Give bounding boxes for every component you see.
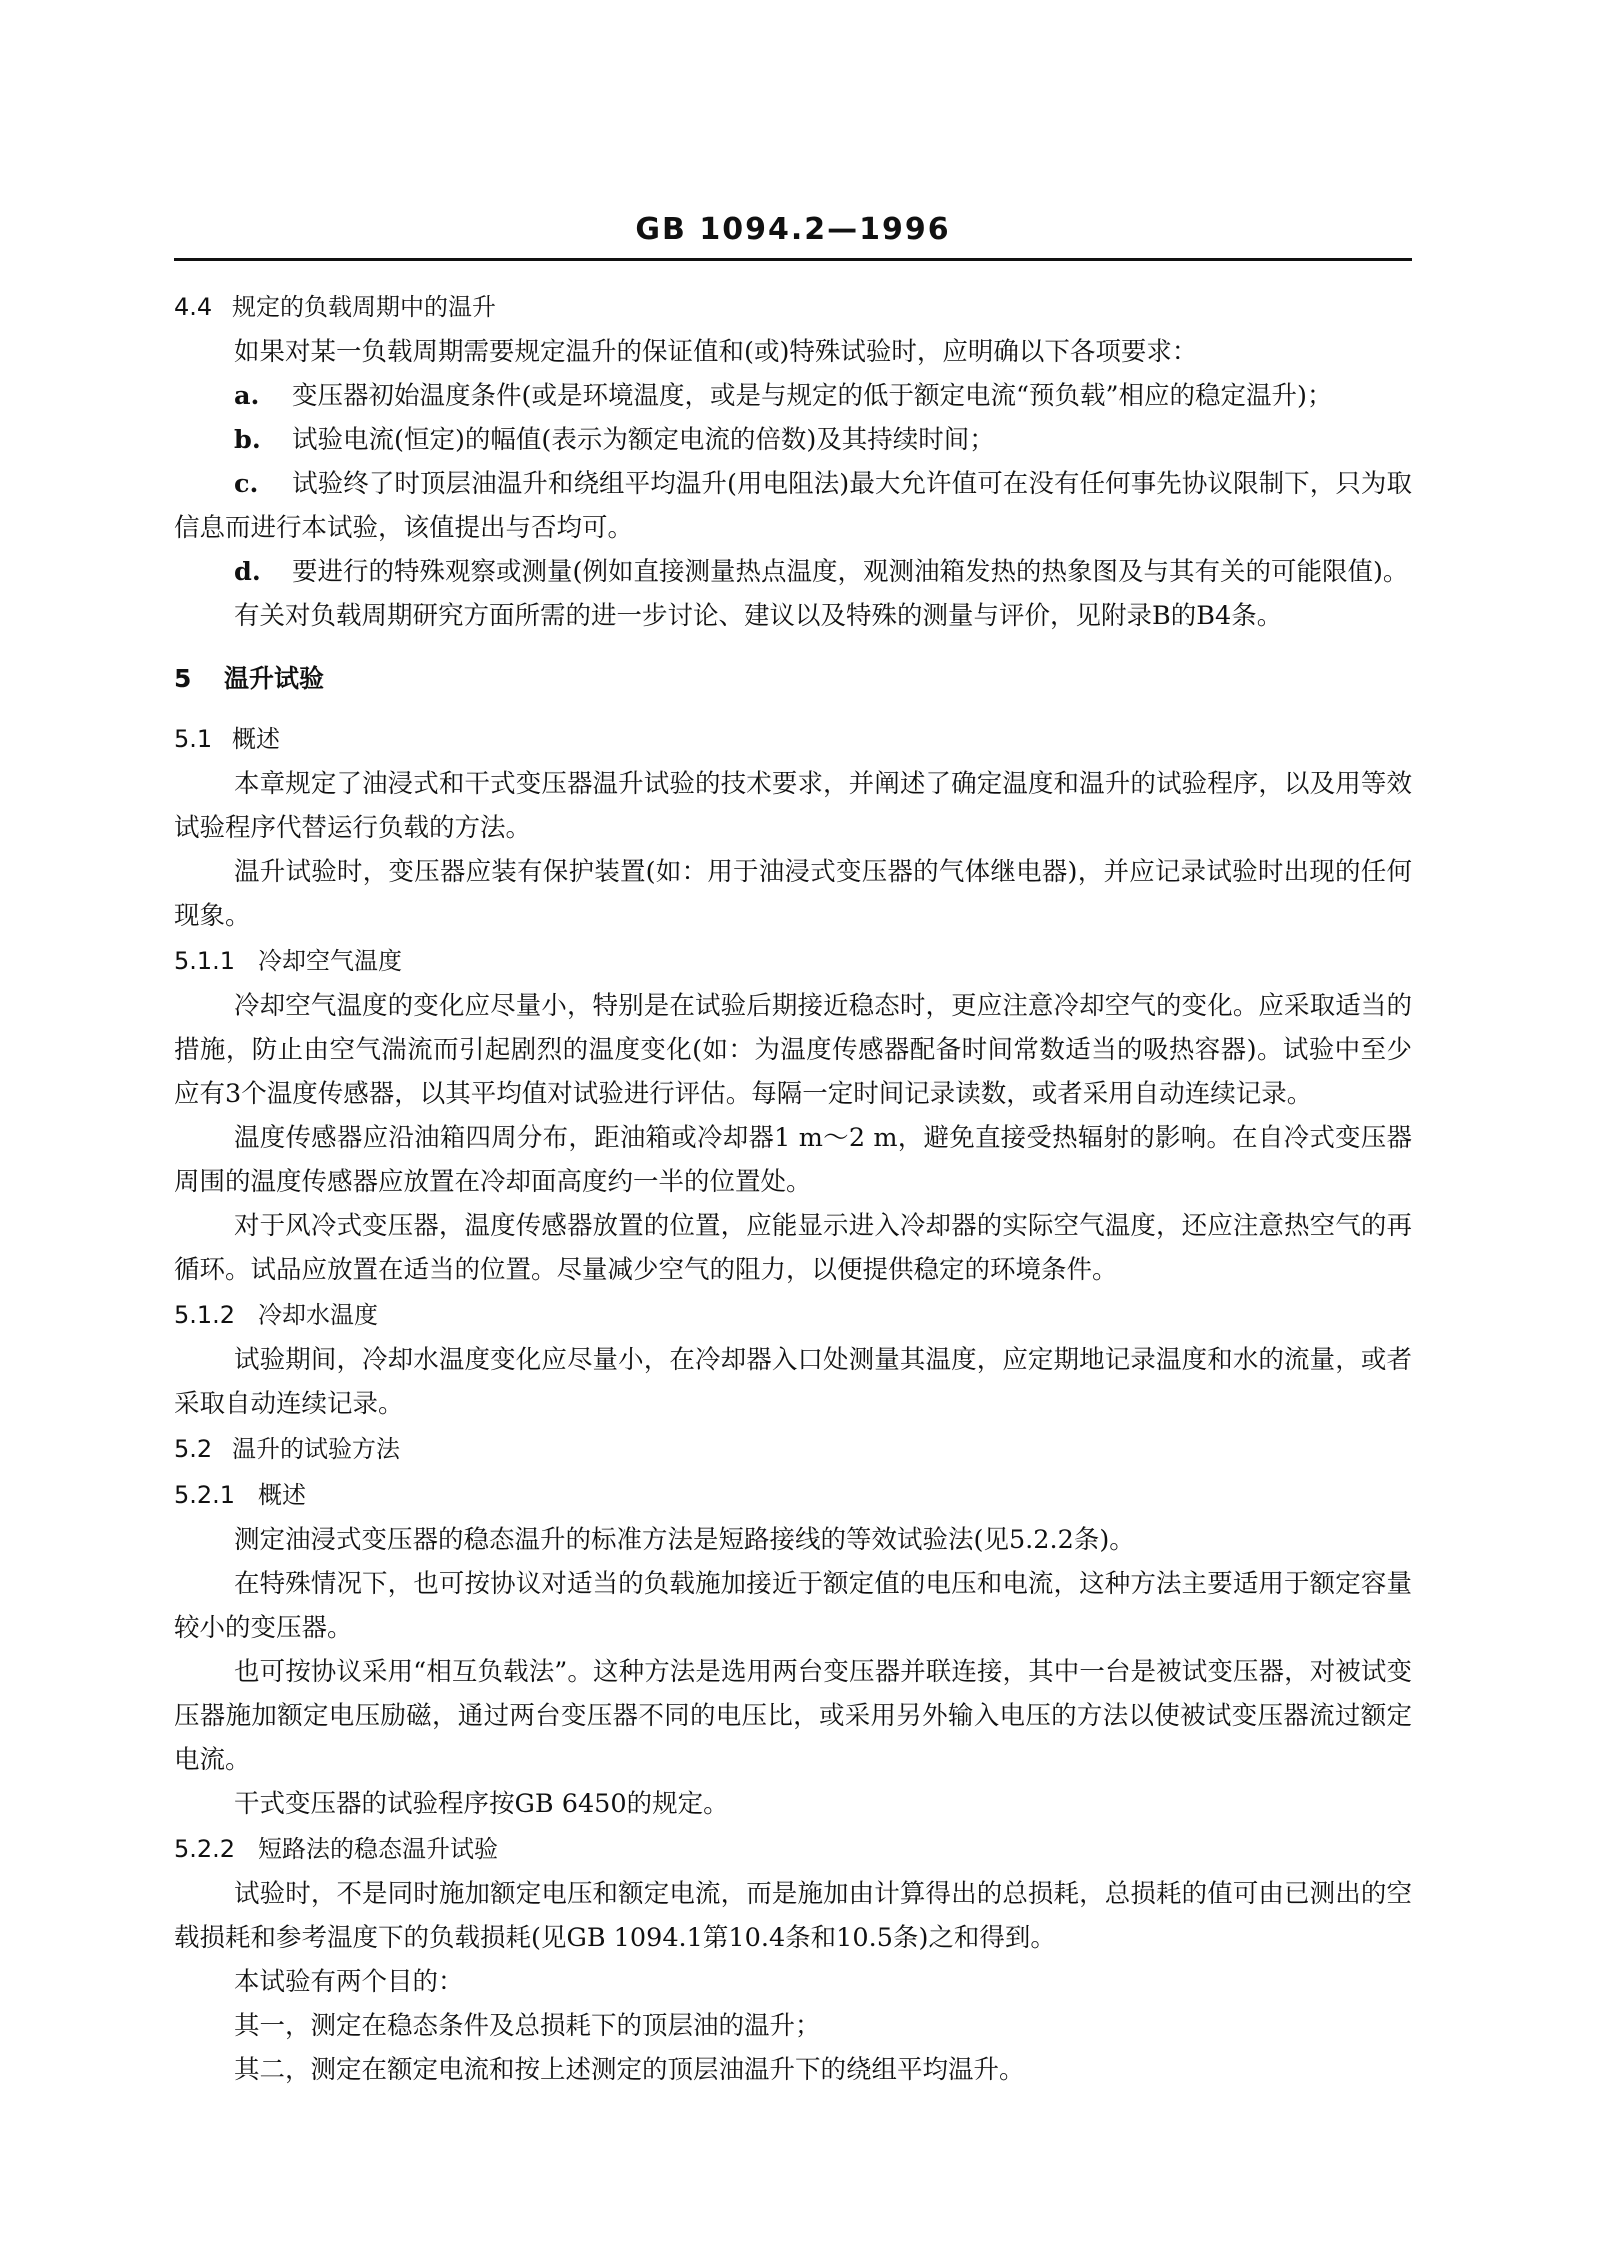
- section-heading: [174, 1292, 1412, 1338]
- list-item-text: 要进行的特殊观察或测量(例如直接测量热点温度，观测油箱发热的热象图及与其有关的可能限值)。: [292, 557, 1409, 587]
- paragraph: 本章规定了油浸式和干式变压器温升试验的技术要求，并阐述了确定温度和温升的试验程序，以及用等效试验程序代替运行负载的方法。: [174, 769, 1412, 843]
- chapter-title: 温升试验: [224, 664, 325, 693]
- paragraph: 温度传感器应沿油箱四周分布，距油箱或冷却器1 m～2 m，避免直接受热辐射的影响。在自冷式变压器周围的温度传感器应放置在冷却面高度约一半的位置处。: [174, 1123, 1412, 1197]
- list-item: [174, 550, 1412, 594]
- section-title: 冷却空气温度: [258, 947, 402, 975]
- list-item: [174, 374, 1412, 418]
- section-heading: [174, 1426, 1412, 1472]
- paragraph: 试验时，不是同时施加额定电压和额定电流，而是施加由计算得出的总损耗，总损耗的值可由已测出的空载损耗和参考温度下的负载损耗(见GB 1094.1第10.4条和10.5条)之和得到。: [174, 1879, 1412, 1953]
- section-title: 温升的试验方法: [232, 1435, 400, 1463]
- list-item: [174, 418, 1412, 462]
- paragraph: 测定油浸式变压器的稳态温升的标准方法是短路接线的等效试验法(见5.2.2条)。: [234, 1525, 1135, 1555]
- section-number: 5.2: [174, 1435, 213, 1463]
- section-heading: [174, 1826, 1412, 1872]
- paragraph: 其二，测定在额定电流和按上述测定的顶层油温升下的绕组平均温升。: [234, 2055, 1025, 2085]
- section-title: 短路法的稳态温升试验: [258, 1835, 498, 1863]
- paragraph: 有关对负载周期研究方面所需的进一步讨论、建议以及特殊的测量与评价，见附录B的B4条。: [234, 601, 1283, 631]
- paragraph: 对于风冷式变压器，温度传感器放置的位置，应能显示进入冷却器的实际空气温度，还应注意热空气的再循环。试品应放置在适当的位置。尽量减少空气的阻力，以便提供稳定的环境条件。: [174, 1211, 1412, 1285]
- standard-number-header: GB 1094.2—1996: [635, 212, 951, 247]
- paragraph: 冷却空气温度的变化应尽量小，特别是在试验后期接近稳态时，更应注意冷却空气的变化。应采取适当的措施，防止由空气湍流而引起剧烈的温度变化(如：为温度传感器配备时间常数适当的吸热容器)。试验中至少应有3个温度传感器，以其平均值对试验进行评估。每隔一定时间记录读数，或者采用自动连续记录。: [174, 991, 1412, 1109]
- paragraph: 本试验有两个目的：: [234, 1967, 464, 1997]
- section-number: 5.2.1: [174, 1481, 236, 1509]
- header-rule: [174, 258, 1412, 261]
- paragraph: 其一，测定在稳态条件及总损耗下的顶层油的温升；: [234, 2011, 821, 2041]
- chapter-heading: [174, 656, 1412, 702]
- section-number: 5.1.1: [174, 947, 236, 975]
- section-title: 概述: [258, 1481, 306, 1509]
- section-heading: [174, 284, 1412, 330]
- section-number: 5.1: [174, 725, 213, 753]
- list-item-marker: c.: [234, 469, 259, 499]
- paragraph: 试验期间，冷却水温度变化应尽量小，在冷却器入口处测量其温度，应定期地记录温度和水的流量，或者采取自动连续记录。: [174, 1345, 1412, 1419]
- paragraph: 干式变压器的试验程序按GB 6450的规定。: [234, 1789, 729, 1819]
- section-title: 概述: [232, 725, 280, 753]
- list-item: [174, 462, 1412, 550]
- paragraph: 在特殊情况下，也可按协议对适当的负载施加接近于额定值的电压和电流，这种方法主要适用于额定容量较小的变压器。: [174, 1569, 1412, 1643]
- list-item-marker: b.: [234, 425, 261, 455]
- section-heading: [174, 938, 1412, 984]
- section-title: 规定的负载周期中的温升: [232, 293, 496, 321]
- list-item-marker: a.: [234, 381, 260, 411]
- list-item-marker: d.: [234, 557, 261, 587]
- paragraph: 也可按协议采用“相互负载法”。这种方法是选用两台变压器并联连接，其中一台是被试变压器，对被试变压器施加额定电压励磁，通过两台变压器不同的电压比，或采用另外输入电压的方法以使被试变压器流过额定电流。: [174, 1657, 1412, 1775]
- list-item-text: 试验终了时顶层油温升和绕组平均温升(用电阻法)最大允许值可在没有任何事先协议限制下，只为取信息而进行本试验，该值提出与否均可。: [174, 469, 1412, 543]
- section-number: 5.1.2: [174, 1301, 236, 1329]
- document-body: [174, 284, 1412, 2092]
- section-heading: [174, 1472, 1412, 1518]
- section-title: 冷却水温度: [258, 1301, 378, 1329]
- section-number: 4.4: [174, 293, 213, 321]
- paragraph: 如果对某一负载周期需要规定温升的保证值和(或)特殊试验时，应明确以下各项要求：: [234, 337, 1198, 367]
- list-item-text: 变压器初始温度条件(或是环境温度，或是与规定的低于额定电流“预负载”相应的稳定温升)；: [292, 381, 1333, 411]
- section-heading: [174, 716, 1412, 762]
- list-item-text: 试验电流(恒定)的幅值(表示为额定电流的倍数)及其持续时间；: [292, 425, 995, 455]
- section-number: 5.2.2: [174, 1835, 236, 1863]
- chapter-number: 5: [174, 664, 192, 693]
- paragraph: 温升试验时，变压器应装有保护装置(如：用于油浸式变压器的气体继电器)，并应记录试验时出现的任何现象。: [174, 857, 1412, 931]
